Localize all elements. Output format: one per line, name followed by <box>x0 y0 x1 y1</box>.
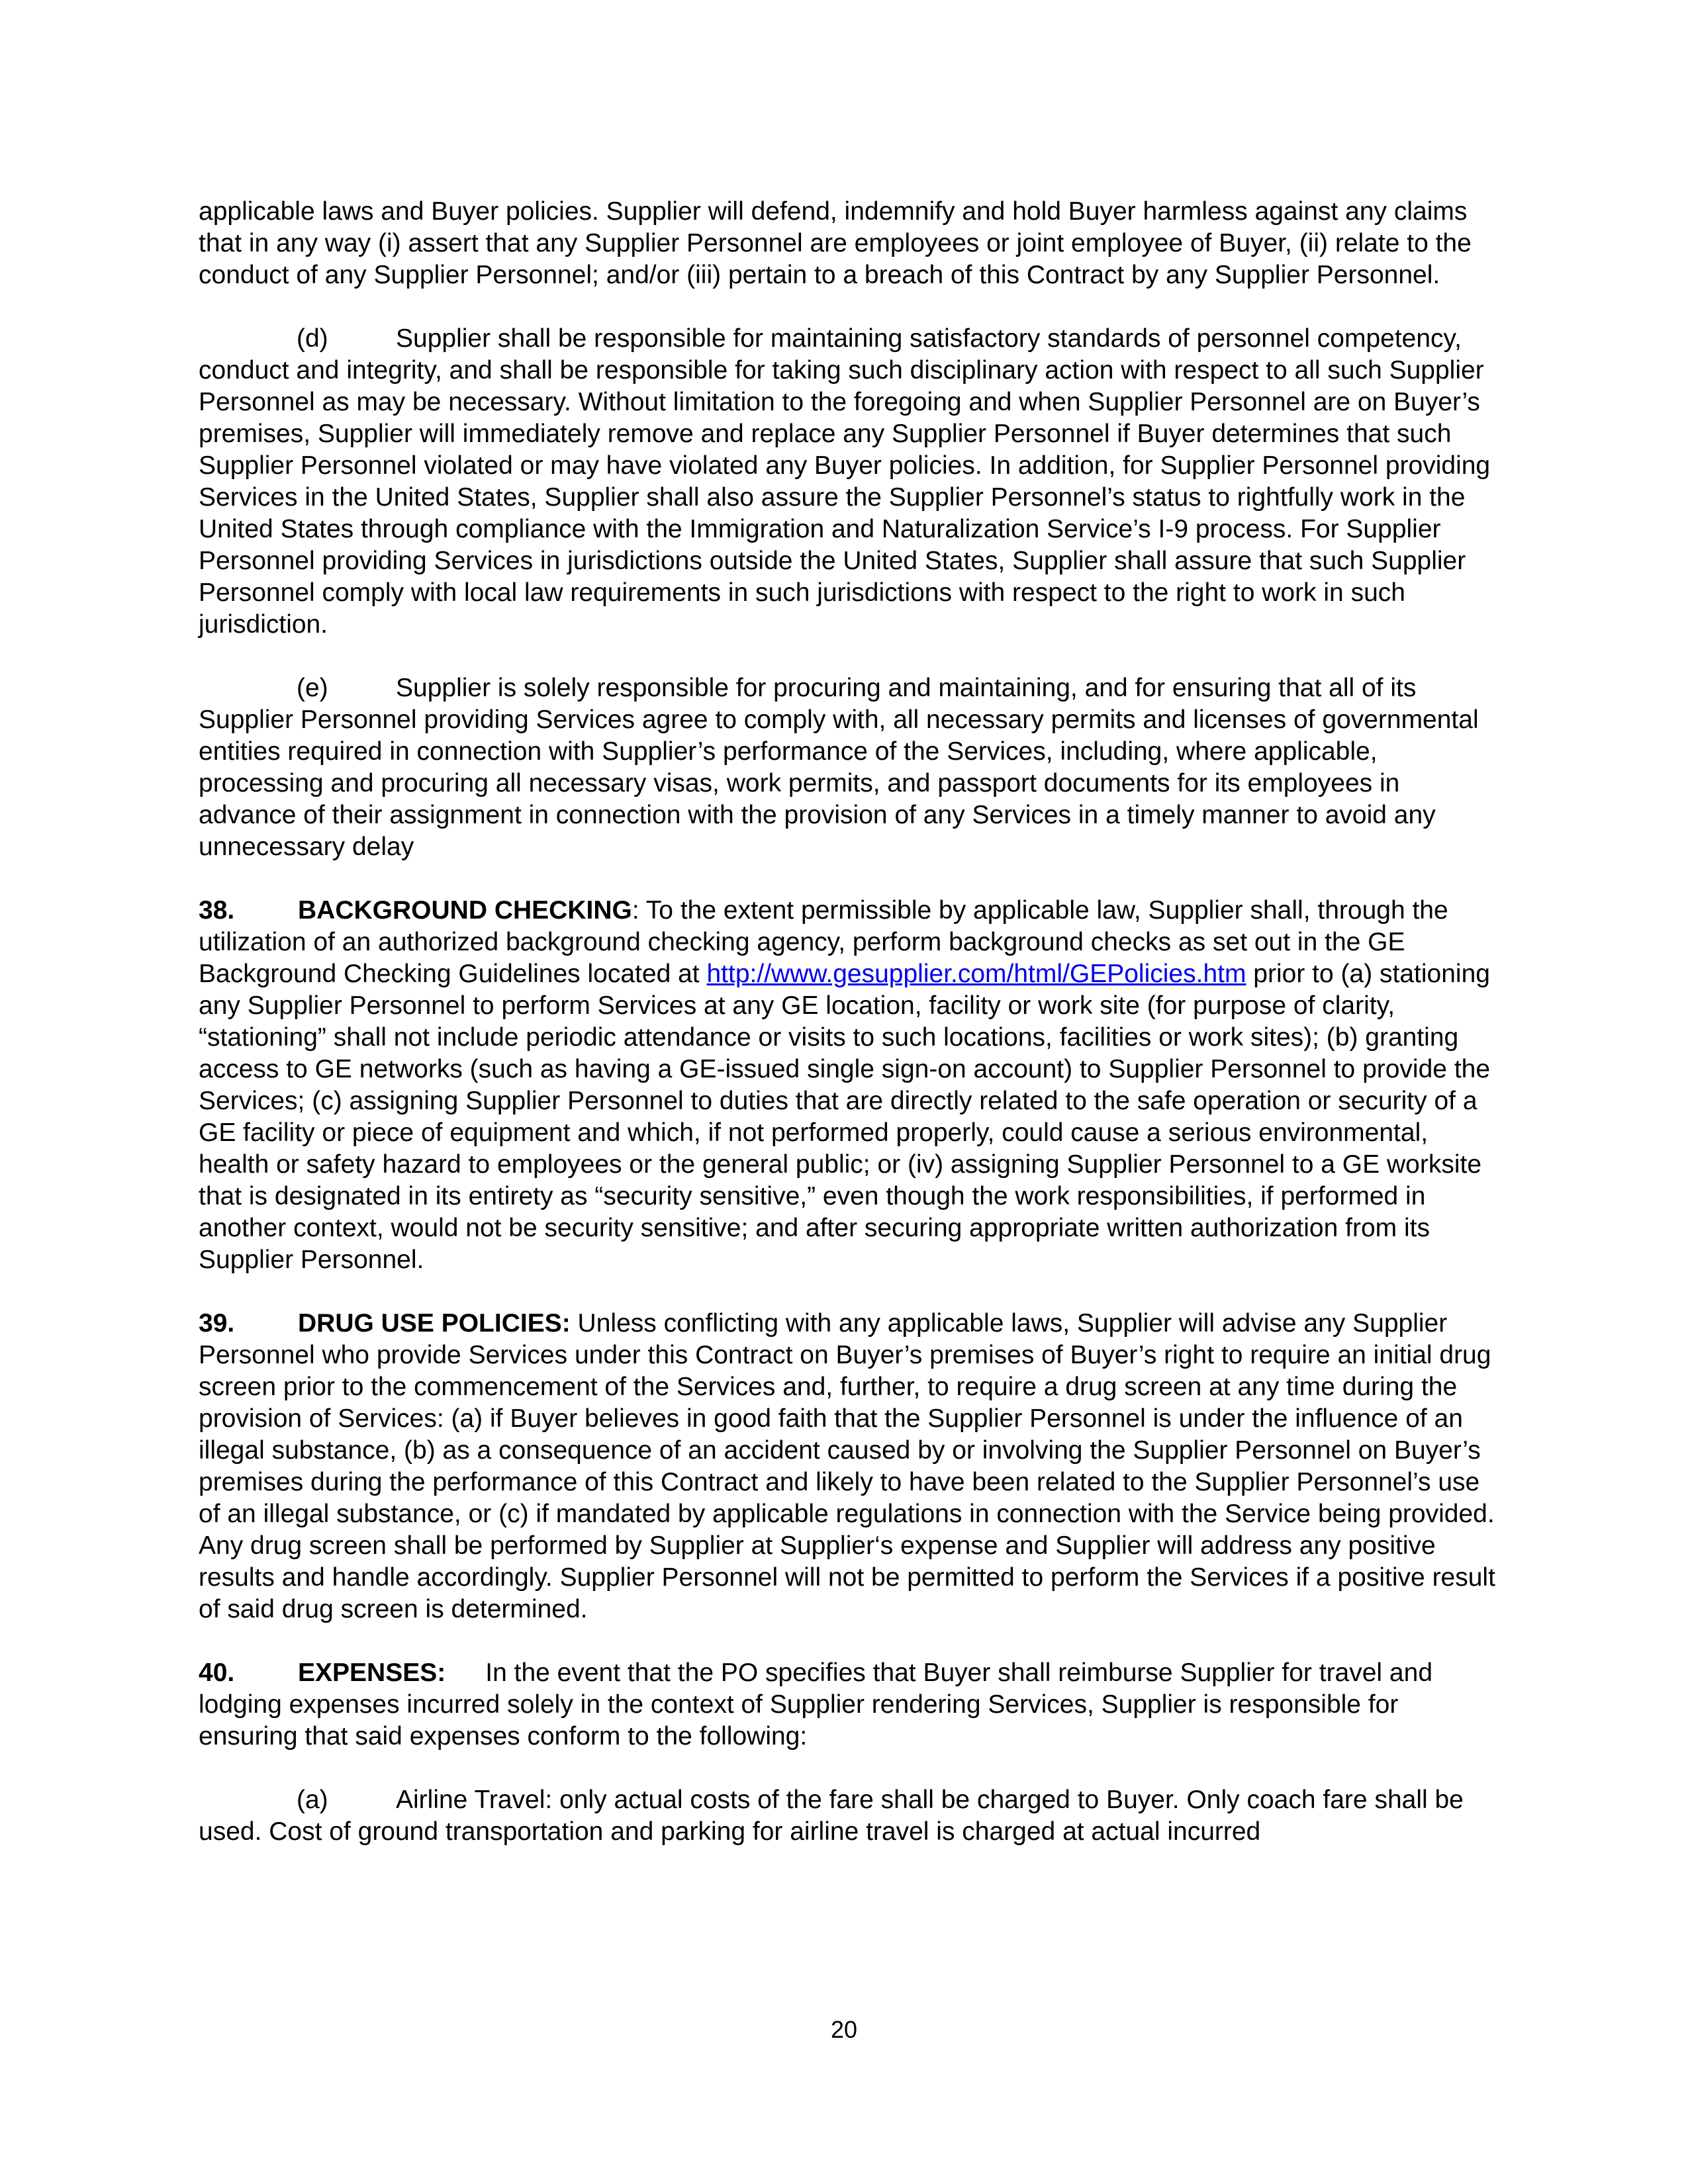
section-38-text-b: prior to (a) stationing any Supplier Personnel to perform Services at any GE location, facility or work site (for purpose of clarity, “stationing” shall not include periodic attendance or visits to such locations, facilities or work sites); (b) granting access to GE networks (such as having a GE-issued single sign-on account) to Supplier Personnel to provide the Services; (c) assigning Supplier Personnel to duties that are directly related to the safe operation or security of a GE facility or piece of equipment and which, if not performed properly, could cause a serious environmental, health or safety hazard to employees or the general public; or (iv) assigning Supplier Personnel to a GE worksite that is designated in its entirety as “security sensitive,” even though the work responsibilities, if performed in another context, would not be security sensitive; and after securing appropriate written authorization from its Supplier Personnel. <box>199 960 1491 1274</box>
section-39 <box>199 1308 1496 1625</box>
section-40 <box>199 1657 1496 1752</box>
paragraph-continued <box>199 196 1496 291</box>
document-page <box>199 196 1496 1848</box>
section-39-heading: DRUG USE POLICIES: <box>298 1309 571 1338</box>
section-40-heading: EXPENSES: <box>298 1659 446 1687</box>
paragraph-a-label: (a) <box>297 1786 328 1814</box>
section-39-number: 39. <box>199 1309 235 1338</box>
section-40-text: In the event that the PO specifies that Buyer shall reimburse Supplier for travel and lodging expenses incurred solely in the context of Supplier rendering Services, Supplier is responsible for ensuring that said expenses conform to the following: <box>199 1659 1433 1751</box>
paragraph-d <box>199 323 1496 641</box>
paragraph-d-text: Supplier shall be responsible for maintaining satisfactory standards of personnel competency, conduct and integrity, and shall be responsible for taking such disciplinary action with respect to all such Supplier Personnel as may be necessary. Without limitation to the foregoing and when Supplier Personnel are on Buyer’s premises, Supplier will immediately remove and replace any Supplier Personnel if Buyer determines that such Supplier Personnel violated or may have violated any Buyer policies. In addition, for Supplier Personnel providing Services in the United States, Supplier shall also assure the Supplier Personnel’s status to rightfully work in the United States through compliance with the Immigration and Naturalization Service’s I-9 process. For Supplier Personnel providing Services in jurisdictions outside the United States, Supplier shall assure that such Supplier Personnel comply with local law requirements in such jurisdictions with respect to the right to work in such jurisdiction. <box>199 324 1491 639</box>
paragraph-e-label: (e) <box>297 674 328 702</box>
section-38-heading: BACKGROUND CHECKING <box>298 896 632 925</box>
section-38 <box>199 895 1496 1276</box>
section-38-text-a: : To the extent permissible by applicable law, Supplier shall, through the utilization of an authorized background checking agency, perform background checks as set out in the GE Background Checking Guidelines located at <box>199 896 1448 988</box>
paragraph-continued-text: applicable laws and Buyer policies. Supplier will defend, indemnify and hold Buyer harmless against any claims that in any way (i) assert that any Supplier Personnel are employees or joint employee of Buyer, (ii) relate to the conduct of any Supplier Personnel; and/or (iii) pertain to a breach of this Contract by any Supplier Personnel. <box>199 197 1472 289</box>
section-39-text: Unless conflicting with any applicable laws, Supplier will advise any Supplier Personnel who provide Services under this Contract on Buyer’s premises of Buyer’s right to require an initial drug screen prior to the commencement of the Services and, further, to require a drug screen at any time during the provision of Services: (a) if Buyer believes in good faith that the Supplier Personnel is under the influence of an illegal substance, (b) as a consequence of an accident caused by or involving the Supplier Personnel on Buyer’s premises during the performance of this Contract and likely to have been related to the Supplier Personnel’s use of an illegal substance, or (c) if mandated by applicable regulations in connection with the Service being provided. Any drug screen shall be performed by Supplier at Supplier‘s expense and Supplier will address any positive results and handle accordingly. Supplier Personnel will not be permitted to perform the Services if a positive result of said drug screen is determined. <box>199 1309 1495 1623</box>
ge-policies-link[interactable]: http://www.gesupplier.com/html/GEPolicies.htm <box>706 960 1246 988</box>
section-40-number: 40. <box>199 1659 235 1687</box>
paragraph-d-label: (d) <box>297 324 328 353</box>
paragraph-e-text: Supplier is solely responsible for procuring and maintaining, and for ensuring that all of its Supplier Personnel providing Services agree to comply with, all necessary permits and licenses of governmental entities required in connection with Supplier’s performance of the Services, including, where applicable, processing and procuring all necessary visas, work permits, and passport documents for its employees in advance of their assignment in connection with the provision of any Services in a timely manner to avoid any unnecessary delay <box>199 674 1479 861</box>
paragraph-e <box>199 672 1496 863</box>
paragraph-a-text: Airline Travel: only actual costs of the fare shall be charged to Buyer. Only coach fare shall be used. Cost of ground transportation and parking for airline travel is charged at actual incurred <box>199 1786 1464 1846</box>
page-number: 20 <box>830 2016 858 2043</box>
paragraph-a <box>199 1784 1496 1848</box>
section-38-number: 38. <box>199 896 235 925</box>
